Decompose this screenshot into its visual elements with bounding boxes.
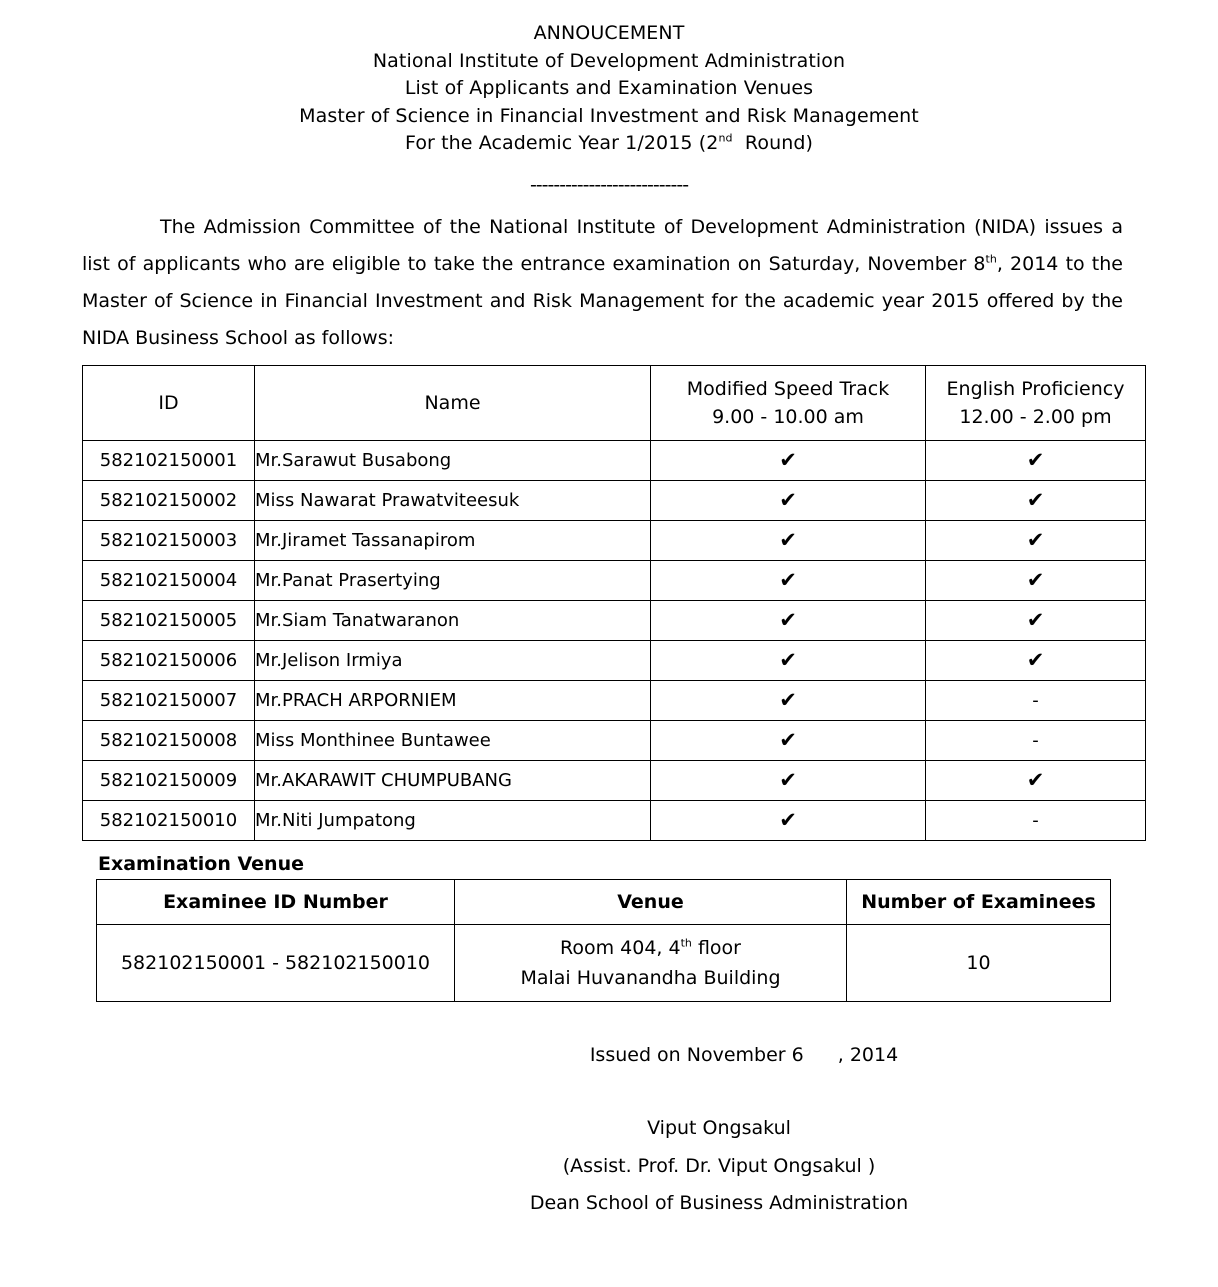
cell-mst-mark (651, 441, 926, 481)
intro-ordinal: th (985, 253, 997, 266)
table-row (83, 641, 1146, 681)
header-divider: --------------------------- (529, 173, 689, 196)
venue-header-venue: Venue (455, 880, 847, 925)
cell-name: Miss Nawarat Prawatviteesuk (255, 481, 651, 521)
table-row (83, 721, 1146, 761)
applicants-table-head (83, 366, 1146, 441)
venue-cell-location (455, 925, 847, 1002)
venue-room-prefix: Room 404, 4 (560, 937, 681, 960)
checkmark-icon: ✔ (779, 727, 797, 752)
document-subtitle: List of Applicants and Examination Venues (404, 77, 814, 100)
cell-mst-mark (651, 681, 926, 721)
table-row (83, 761, 1146, 801)
cell-mst-mark (651, 641, 926, 681)
cell-name: Mr.AKARAWIT CHUMPUBANG (255, 761, 651, 801)
academic-year-suffix: Round) (744, 132, 814, 155)
header-id: ID (83, 366, 255, 441)
intro-paragraph (82, 209, 1123, 357)
academic-year-ordinal: nd (718, 131, 733, 145)
signer-title: (Assist. Prof. Dr. Viput Ongsakul ) (562, 1154, 876, 1177)
program-name: Master of Science in Financial Investment and Risk Management (299, 104, 919, 127)
venue-header-count: Number of Examinees (847, 880, 1111, 925)
applicants-table (82, 365, 1146, 841)
signature-block (0, 1110, 1218, 1221)
cell-mst-mark (651, 721, 926, 761)
cell-id: 582102150004 (83, 561, 255, 601)
intro-text-part1: The Admission Committee of the National Institute of Development Administration (NIDA) issues a list of applicants who are eligible to take the entrance examination on Saturday, November 8 (82, 216, 1123, 276)
cell-eng-mark (926, 521, 1146, 561)
table-row (83, 521, 1146, 561)
issued-date-suffix: , 2014 (837, 1044, 899, 1067)
cell-mst-mark (651, 801, 926, 841)
cell-id: 582102150007 (83, 681, 255, 721)
table-row (83, 441, 1146, 481)
cell-eng-mark (926, 761, 1146, 801)
cell-id: 582102150001 (83, 441, 255, 481)
venue-table (96, 879, 1111, 1002)
cell-eng-mark (926, 801, 1146, 841)
cell-name: Mr.Niti Jumpatong (255, 801, 651, 841)
cell-id: 582102150006 (83, 641, 255, 681)
table-header-row (83, 366, 1146, 441)
cell-mst-mark (651, 561, 926, 601)
applicants-table-body (83, 441, 1146, 841)
cell-name: Mr.Siam Tanatwaranon (255, 601, 651, 641)
document-header (0, 20, 1218, 199)
announcement-title: ANNOUCEMENT (533, 22, 685, 44)
cell-id: 582102150008 (83, 721, 255, 761)
checkmark-icon: ✔ (779, 807, 797, 832)
cell-id: 582102150005 (83, 601, 255, 641)
checkmark-icon: ✔ (779, 527, 797, 552)
checkmark-icon: ✔ (779, 607, 797, 632)
cell-eng-mark (926, 561, 1146, 601)
venue-table-head (97, 880, 1111, 925)
venue-cell-id-range: 582102150001 - 582102150010 (97, 925, 455, 1002)
checkmark-icon: ✔ (1026, 487, 1045, 512)
venue-table-body (97, 925, 1111, 1002)
venue-header-id-range: Examinee ID Number (97, 880, 455, 925)
venue-floor-ordinal: th (680, 936, 692, 950)
checkmark-icon: ✔ (1026, 567, 1045, 592)
venue-cell-count: 10 (847, 925, 1111, 1002)
venue-room-line (455, 933, 846, 963)
venue-building-line: Malai Huvanandha Building (520, 967, 781, 990)
cell-eng-mark (926, 601, 1146, 641)
header-english-proficiency (926, 366, 1146, 441)
cell-eng-mark (926, 681, 1146, 721)
dash-mark: - (1032, 810, 1039, 832)
cell-name: Mr.PRACH ARPORNIEM (255, 681, 651, 721)
table-row (83, 801, 1146, 841)
cell-eng-mark (926, 721, 1146, 761)
issued-date-line (0, 1044, 1218, 1066)
cell-name: Mr.Jelison Irmiya (255, 641, 651, 681)
cell-id: 582102150002 (83, 481, 255, 521)
header-modified-speed-track (651, 366, 926, 441)
table-row (83, 601, 1146, 641)
cell-name: Mr.Sarawut Busabong (255, 441, 651, 481)
cell-mst-mark (651, 521, 926, 561)
header-mst-line1: Modified Speed Track (686, 377, 890, 400)
venue-header-row (97, 880, 1111, 925)
checkmark-icon: ✔ (779, 487, 797, 512)
header-name: Name (255, 366, 651, 441)
cell-id: 582102150009 (83, 761, 255, 801)
venue-room-suffix: floor (697, 937, 741, 960)
cell-eng-mark (926, 441, 1146, 481)
venue-row (97, 925, 1111, 1002)
header-eng-line1: English Proficiency (946, 377, 1125, 400)
cell-mst-mark (651, 601, 926, 641)
checkmark-icon: ✔ (779, 567, 797, 592)
examination-venue-heading: Examination Venue (98, 853, 304, 876)
checkmark-icon: ✔ (1026, 607, 1045, 632)
dash-mark: - (1032, 730, 1039, 752)
intro-text-part2: , 2014 to the Master of Science in Financial Investment and Risk Management for the academic year 2015 offered by the NIDA Business School as follows: (82, 253, 1123, 350)
academic-year-line (0, 130, 1218, 158)
dash-mark: - (1032, 690, 1039, 712)
table-row (83, 561, 1146, 601)
header-eng-line2: 12.00 - 2.00 pm (959, 406, 1112, 429)
cell-eng-mark (926, 641, 1146, 681)
checkmark-icon: ✔ (1026, 647, 1045, 672)
table-row (83, 481, 1146, 521)
issued-date-prefix: Issued on November 6 (589, 1044, 804, 1067)
table-row (83, 681, 1146, 721)
cell-name: Mr.Jiramet Tassanapirom (255, 521, 651, 561)
checkmark-icon: ✔ (1026, 527, 1045, 552)
cell-mst-mark (651, 761, 926, 801)
header-mst-line2: 9.00 - 10.00 am (712, 406, 864, 429)
cell-id: 582102150010 (83, 801, 255, 841)
checkmark-icon: ✔ (779, 647, 797, 672)
academic-year-prefix: For the Academic Year 1/2015 (2 (404, 132, 719, 155)
checkmark-icon: ✔ (779, 767, 797, 792)
checkmark-icon: ✔ (779, 687, 797, 712)
signer-name: Viput Ongsakul (647, 1117, 791, 1140)
institution-name: National Institute of Development Administration (372, 49, 846, 72)
checkmark-icon: ✔ (1026, 767, 1045, 792)
checkmark-icon: ✔ (1026, 447, 1045, 472)
cell-name: Miss Monthinee Buntawee (255, 721, 651, 761)
checkmark-icon: ✔ (779, 447, 797, 472)
cell-id: 582102150003 (83, 521, 255, 561)
cell-mst-mark (651, 481, 926, 521)
signer-role: Dean School of Business Administration (529, 1191, 909, 1214)
cell-name: Mr.Panat Prasertying (255, 561, 651, 601)
cell-eng-mark (926, 481, 1146, 521)
